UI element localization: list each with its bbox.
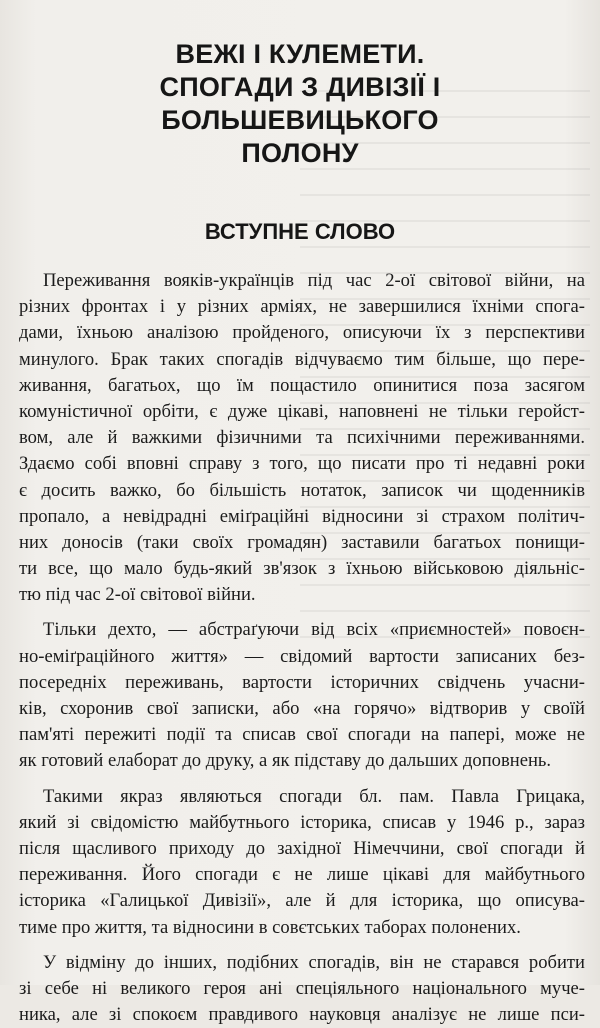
chapter-title-line: ВЕЖІ І КУЛЕМЕТИ. (175, 39, 425, 69)
paragraph-gap (19, 775, 585, 784)
text-line: комуністичної орбіти, є дуже цікаві, наповнені не тільки геройст- (19, 400, 585, 422)
text-line: після щасливого приходу до західної Німеччини, свої спогади й (19, 837, 585, 859)
paragraph (19, 784, 585, 941)
text-line: них доносів (таки своїх громадян) заставили багатьох понищи- (19, 531, 585, 553)
text-line: ника, але зі спокоєм правдивого науковця аналізує не лише пси- (19, 1004, 585, 1026)
text-line: минулого. Брак таких спогадів відчуваємо тим більше, що пере- (19, 348, 585, 370)
text-line: Здаємо собі вповні справу з того, що писати про ті недавні роки (19, 453, 585, 475)
text-line: У відміну до інших, подібних спогадів, він не старався робити (43, 951, 585, 973)
body-text (19, 268, 585, 1028)
text-line: ти все, що мало будь-який зв'язок з їхньою військовою діяльніс- (19, 558, 585, 580)
chapter-title-line: ПОЛОНУ (241, 138, 359, 168)
chapter-title-line: СПОГАДИ З ДИВІЗІЇ І БОЛЬШЕВИЦЬКОГО (159, 72, 441, 135)
text-line: Такими якраз являються спогади бл. пам. Павла Грицака, (43, 785, 585, 807)
text-line: дами, їхньою аналізою пройденого, описуючи їх з перспективи (19, 322, 585, 344)
text-line: історика «Галицької Дивізії», але й для історика, що описува- (19, 890, 585, 912)
text-line: ків, схоронив свої записки, або «на горячо» відтворив у своїй (19, 698, 585, 719)
paragraph (19, 268, 585, 608)
paragraph (19, 617, 585, 774)
text-line: пропало, а невідрадні еміґраційні відносини зі страхом політич- (19, 505, 585, 527)
text-line: посередніх переживань, вартости історичних свідчень учасни- (19, 671, 585, 693)
text-line: но-еміґраційного життя» — свідомий вартости записаних без- (19, 645, 585, 667)
paragraph-gap (19, 941, 585, 950)
chapter-title (40, 38, 560, 170)
text-line: є досить важко, бо більшість нотаток, записок чи щоденників (19, 479, 585, 501)
text-line: Переживання вояків-українців під час 2-ої світової війни, на (43, 270, 585, 291)
text-line: переживання. Його спогади є не лише цікаві для майбутнього (19, 864, 585, 886)
paragraph-gap (19, 608, 585, 617)
text-line: живання, багатьох, що їм пощастило опинитися поза засягом (19, 374, 585, 396)
paragraph (19, 950, 585, 1028)
text-line: Тільки дехто, — абстраґуючи від всіх «приємностей» повоєн- (43, 619, 585, 641)
text-line: тю під час 2-ої світової війни. (19, 584, 256, 606)
text-line: який зі свідомістю майбутнього історика, списав у 1946 р., зараз (19, 811, 585, 833)
text-line: різних фронтах і у різних арміях, не завершилися їхніми спога- (19, 296, 585, 318)
text-line: зі себе ні великого героя ані спеціяльного національного муче- (19, 977, 585, 999)
text-line: тиме про життя, та відносини в совєтських таборах полонених. (19, 916, 521, 938)
text-line: вом, але й важкими фізичними та психічними переживаннями. (19, 427, 585, 449)
text-line: як готовий елаборат до друку, а як підставу до дальших доповнень. (19, 750, 552, 772)
text-line: пам'яті пережиті події та списав свої спогади на папері, може не (19, 724, 585, 746)
section-heading: ВСТУПНЕ СЛОВО (204, 219, 396, 244)
